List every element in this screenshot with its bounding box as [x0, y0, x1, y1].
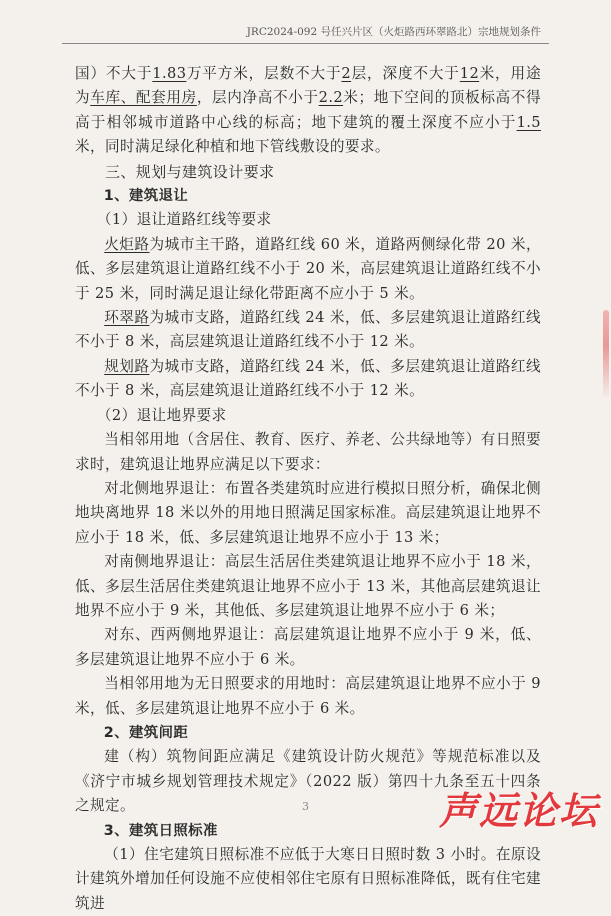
forum-watermark: 声远论坛	[438, 789, 599, 833]
paragraph-underground: 国）不大于1.83万平方米，层数不大于2层，深度不大于12米，用途为车库、配套用房，层内净高不小于2.2米；地下空间的顶板标高不得高于相邻城市道路中心线的标高；地下建筑的覆土深度不应小于1.5米，同时满足绿化种植和地下管线敷设的要求。	[75, 65, 542, 156]
heading-spacing: 2、建筑间距	[103, 724, 189, 741]
paragraph-road-huoju: 火炬路为城市主干路，道路红线 60 米，道路两侧绿化带 20 米，低、多层建筑退让道路红线不小于 20 米，高层建筑退让道路红线不小于 25 米，同时满足退让绿化带距离不应小于 5 米。	[75, 235, 541, 302]
paragraph-boundary-intro: 当相邻用地（含居住、教育、医疗、养老、公共绿地等）有日照要求时，建筑退让地界应满足以下要求：	[75, 431, 541, 473]
paragraph-boundary-east-west: 对东、西两侧地界退让：高层建筑退让地界不应小于 9 米，低、多层建筑退让地界不应小于 6 米。	[75, 626, 541, 668]
paragraph-spacing: 建（构）筑物间距应满足《建筑设计防火规范》等规范标准以及《济宁市城乡规划管理技术规定》（2022 版）第四十九条至五十四条之规定。	[75, 748, 541, 815]
paragraph-boundary-north: 对北侧地界退让：布置各类建筑时应进行模拟日照分析，确保北侧地块离地界 18 米以外的用地日照满足国家标准。高层建筑退让地界不应小于 18 米，低、多层建筑退让地界不应小于 13 米；	[75, 479, 541, 546]
section-heading: 三、规划与建筑设计要求	[105, 162, 275, 181]
subheading-boundary-setback: （2）退让地界要求	[96, 406, 227, 424]
header-rule	[62, 43, 549, 44]
paragraph-boundary-south: 对南侧地界退让：高层生活居住类建筑退让地界不应小于 18 米，低、多层生活居住类建筑退让地界不应小于 13 米，其他高层建筑退让地界不应小于 9 米，其他低、多层建筑退让地界不应小于 6 米；	[75, 553, 541, 619]
seal-edge-mark	[603, 310, 609, 400]
page-header: JRC2024-092 号任兴片区（火炬路西环翠路北）宗地规划条件	[246, 26, 541, 38]
heading-sunlight: 3、建筑日照标准	[103, 822, 218, 839]
paragraph-boundary-no-sunlight: 当相邻用地为无日照要求的用地时：高层建筑退让地界不应小于 9 米，低、多层建筑退让地界不应小于 6 米。	[75, 675, 541, 717]
paragraph-road-huancui: 环翠路为城市支路，道路红线 24 米，低、多层建筑退让道路红线不小于 8 米，高层建筑退让道路红线不小于 12 米。	[75, 309, 541, 351]
paragraph-sunlight: （1）住宅建筑日照标准不应低于大寒日日照时数 3 小时。在原设计建筑外增加任何设施不应使相邻住宅原有日照标准降低，既有住宅建筑进	[75, 846, 541, 912]
paragraph-road-planned: 规划路为城市支路，道路红线 24 米，低、多层建筑退让道路红线不小于 8 米，高层建筑退让道路红线不小于 12 米。	[75, 357, 541, 400]
page-number: 3	[302, 800, 309, 813]
heading-setback: 1、建筑退让	[103, 188, 189, 205]
subheading-road-setback: （1）退让道路红线等要求	[96, 211, 272, 229]
